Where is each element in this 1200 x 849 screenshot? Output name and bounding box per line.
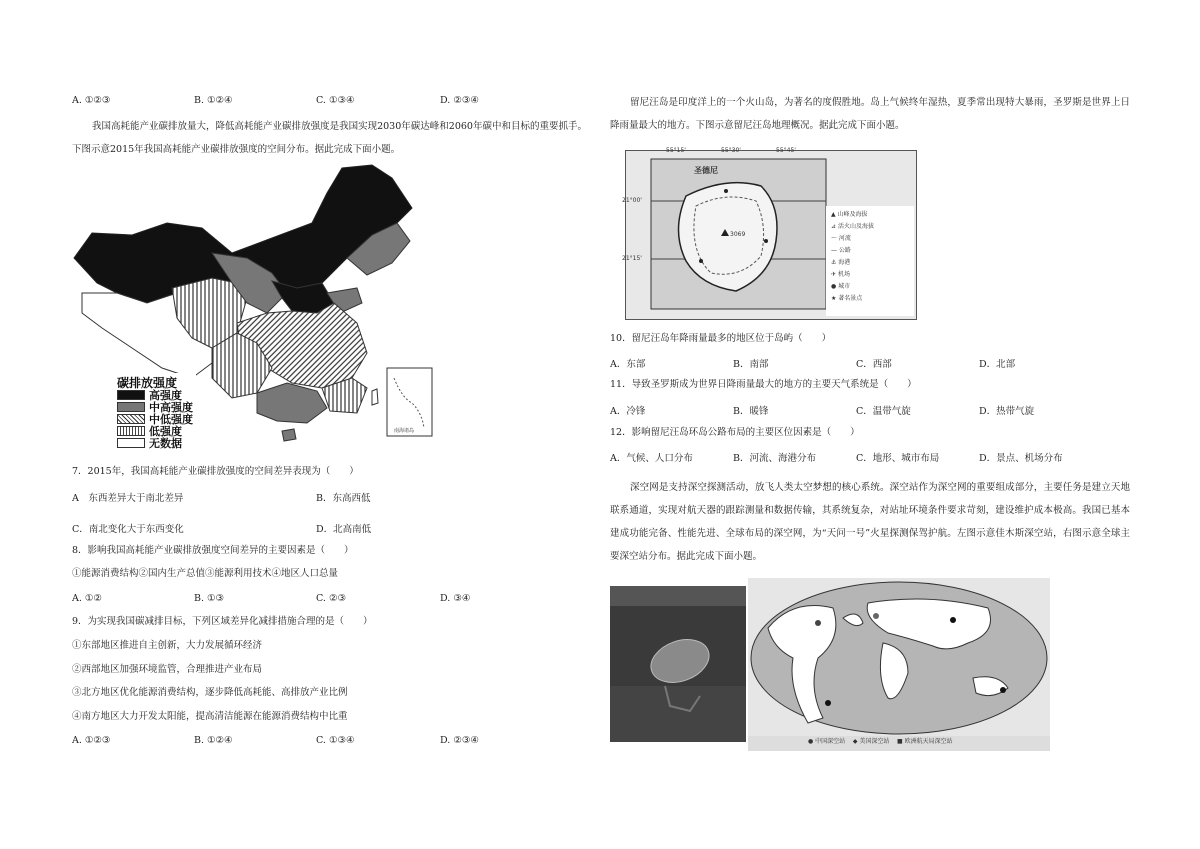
legend-label-high: 高强度 — [149, 389, 182, 402]
lat-label-1: 21°00' — [622, 197, 642, 204]
lon-label-2: 55°30' — [721, 147, 741, 154]
q6-option-d: D. ②③④ — [440, 95, 479, 106]
lon-label-1: 55°15' — [666, 147, 686, 154]
q11-option-d: D．热带气旋 — [979, 406, 1035, 417]
q11-option-a: A．冷锋 — [610, 406, 646, 417]
q12-stem: 12．影响留尼汪岛环岛公路布局的主要区位因素是（ ） — [610, 427, 860, 438]
reunion-island-map — [622, 147, 917, 320]
intro-reunion: 留尼汪岛是印度洋上的一个火山岛，为著名的度假胜地。岛上气候终年湿热，夏季常出现特大暴雨，圣罗斯是世界上日降雨量最大的地方。下图示意留尼汪岛地理概况。据此完成下面小题。 — [610, 97, 1130, 131]
q7-option-a: A 东西差异大于南北差异 — [72, 493, 184, 504]
legend-esa-station: ■ 欧洲航天局深空站 — [897, 738, 953, 745]
legend-title: 碳排放强度 — [117, 375, 178, 390]
q10-option-c: C．西部 — [856, 359, 892, 370]
q8-option-b: B. ①③ — [194, 593, 225, 604]
swatch-high — [117, 390, 145, 400]
legend-item-none — [117, 437, 193, 449]
legend-us-station: ◆ 美国深空站 — [852, 738, 890, 745]
legend-road-label: 公路 — [838, 247, 851, 254]
q11-stem: 11．导致圣罗斯成为世界日降雨量最大的地方的主要天气系统是（ ） — [610, 379, 917, 390]
legend-road: — 公路 — [831, 247, 851, 254]
legend-label-mid-low: 中低强度 — [149, 413, 193, 426]
legend-river-label: 河流 — [838, 235, 851, 242]
q10-option-b: B．南部 — [733, 359, 769, 370]
q8-option-d: D. ③④ — [440, 593, 471, 604]
swatch-mid-high — [117, 402, 145, 412]
q7-option-b: B．东高西低 — [316, 493, 371, 504]
lat-label-2: 21°15' — [622, 255, 642, 262]
legend-peak-label: 山峰及海拔 — [837, 211, 868, 218]
q9-option-c: C. ①③④ — [316, 735, 355, 746]
legend-city-label: 城市 — [838, 283, 851, 290]
q12-option-d: D．景点、机场分布 — [979, 453, 1063, 464]
intro-carbon: 我国高耗能产业碳排放量大，降低高耗能产业碳排放强度是我国实现2030年碳达峰和2060年碳中和目标的重要抓手。下图示意2015年我国高耗能产业碳排放强度的空间分布。据此完成下面小题。 — [72, 121, 587, 155]
legend-port-label: 海港 — [838, 259, 851, 266]
q11-option-b: B．暖锋 — [733, 406, 769, 417]
legend-city: ● 城市 — [831, 283, 851, 290]
q6-option-a: A. ①②③ — [72, 95, 111, 106]
q8-items: ①能源消费结构②国内生产总值③能源利用技术④地区人口总量 — [72, 568, 339, 579]
inset-label: 南海诸岛 — [394, 428, 415, 434]
legend-river: ～ 河流 — [831, 235, 851, 242]
q8-option-a: A. ①② — [72, 593, 102, 604]
legend-peak: ▲ 山峰及海拔 — [831, 211, 868, 218]
legend-label-low: 低强度 — [149, 425, 182, 438]
legend-port: ⚓ 海港 — [831, 259, 851, 266]
intro-deep-space: 深空网是支持深空探测活动，放飞人类太空梦想的核心系统。深空站作为深空网的重要组成部分，主要任务是建立天地联系通道，实现对航天器的跟踪测量和数据传输，其系统复杂，对站址环境条件要求苛刻，建设维护成本极高。我国已基本建成功能完备、性能先进、全球布局的深空网，为“天问一号”火星探测保驾护航。左图示意佳木斯深空站，右图示意全球主要深空站分布。据此完成下面小题。 — [610, 482, 1130, 562]
legend-us-label: 美国深空站 — [859, 738, 890, 745]
swatch-none — [117, 438, 145, 448]
q6-option-b: B. ①②④ — [194, 95, 233, 106]
jiamusi-station-photo — [610, 586, 746, 742]
q9-option-d: D. ②③④ — [440, 735, 479, 746]
lon-label-3: 55°45' — [776, 147, 796, 154]
legend-label-mid-high: 中高强度 — [149, 401, 193, 414]
swatch-low — [117, 426, 145, 436]
legend-scenic: ★ 著名景点 — [831, 295, 863, 302]
q7-stem: 7．2015年，我国高耗能产业碳排放强度的空间差异表现为（ ） — [72, 466, 359, 477]
q8-stem: 8．影响我国高耗能产业碳排放强度空间差异的主要因素是（ ） — [72, 545, 354, 556]
world-map-graphic — [748, 578, 1050, 751]
china-carbon-map — [72, 163, 442, 450]
q9-item-1: ①东部地区推进自主创新，大力发展循环经济 — [72, 640, 263, 651]
map-legend — [114, 373, 196, 451]
q10-option-d: D．北部 — [979, 359, 1016, 370]
legend-china-station: ● 中国深空站 — [808, 738, 846, 745]
q9-stem: 9．为实现我国碳减排目标，下列区域差异化减排措施合理的是（ ） — [72, 616, 373, 627]
swatch-mid-low — [117, 414, 145, 424]
city-label: 圣德尼 — [694, 166, 718, 175]
q10-stem: 10．留尼汪岛年降雨量最多的地区位于岛屿（ ） — [610, 333, 832, 344]
q12-option-a: A．气候、人口分布 — [610, 453, 693, 464]
q9-option-a: A. ①②③ — [72, 735, 111, 746]
q12-option-b: B．河流、海港分布 — [733, 453, 816, 464]
q6-option-c: C. ①③④ — [316, 95, 355, 106]
peak-label: 3069 — [730, 231, 746, 238]
legend-airport: ✈ 机场 — [831, 271, 850, 278]
legend-volcano: ⊿ 活火山及海拔 — [831, 223, 874, 230]
world-deep-space-map — [748, 578, 1050, 751]
legend-esa-label: 欧洲航天局深空站 — [904, 738, 953, 745]
legend-scenic-label: 著名景点 — [838, 295, 863, 302]
world-map-legend — [808, 736, 953, 748]
q9-item-2: ②西部地区加强环境监管，合理推进产业布局 — [72, 664, 263, 675]
legend-volcano-label: 活火山及海拔 — [837, 223, 874, 230]
legend-china-label: 中国深空站 — [815, 738, 846, 745]
legend-airport-label: 机场 — [837, 271, 850, 278]
q7-option-d: D．北高南低 — [316, 524, 372, 535]
q9-option-b: B. ①②④ — [194, 735, 233, 746]
q10-option-a: A．东部 — [610, 359, 646, 370]
legend-label-none: 无数据 — [149, 437, 182, 450]
jiamusi-photo-graphic — [610, 586, 746, 742]
q9-item-4: ④南方地区大力开发太阳能，提高清洁能源在能源消费结构中比重 — [72, 711, 348, 722]
q11-option-c: C．温带气旋 — [856, 406, 911, 417]
island-legend — [831, 209, 874, 305]
q8-option-c: C. ②③ — [316, 593, 347, 604]
q7-option-c: C．南北变化大于东西变化 — [72, 524, 184, 535]
q12-option-c: C．地形、城市布局 — [856, 453, 940, 464]
q9-item-3: ③北方地区优化能源消费结构，逐步降低高耗能、高排放产业比例 — [72, 687, 348, 698]
